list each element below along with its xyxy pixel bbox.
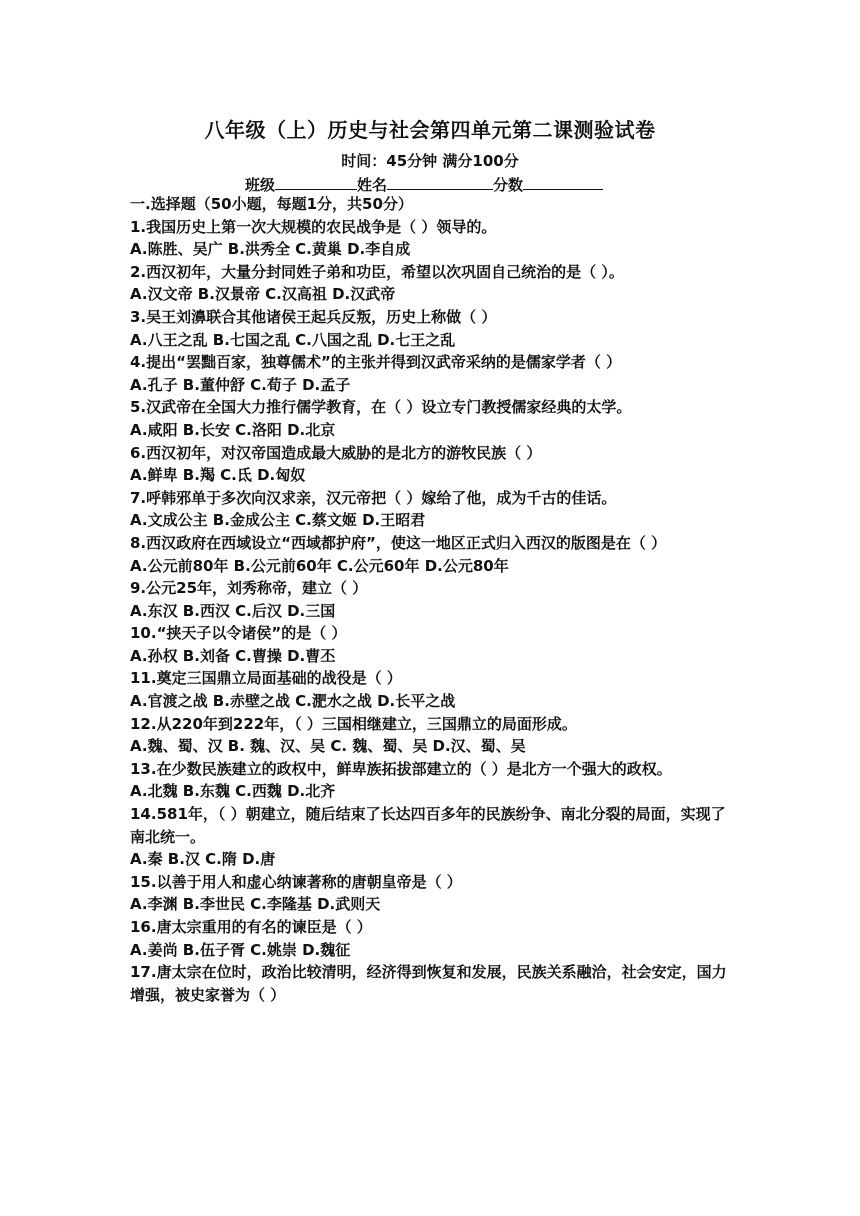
question-text: 11.奠定三国鼎立局面基础的战役是（ ）	[130, 669, 402, 688]
class-blank	[275, 173, 357, 190]
question-text: 6.西汉初年，对汉帝国造成最大威胁的是北方的游牧民族（ ）	[130, 443, 542, 462]
score-blank	[523, 173, 603, 190]
question-list	[130, 193, 735, 1006]
class-label: 班级	[245, 176, 276, 194]
question-options: A.李渊 B.李世民 C.李隆基 D.武则天	[130, 895, 381, 914]
question-text: 7.呼韩邪单于多次向汉求亲，汉元帝把（ ）嫁给了他，成为千古的佳话。	[130, 488, 617, 507]
time-info: 时间：45分钟 满分100分	[341, 152, 519, 170]
question-options: A.孙权 B.刘备 C.曹操 D.曹丕	[130, 646, 336, 665]
question-text: 3.吴王刘濞联合其他诸侯王起兵反叛，历史上称做（ ）	[130, 307, 497, 326]
question-options: A.东汉 B.西汉 C.后汉 D.三国	[130, 601, 336, 620]
question-options: A.魏、蜀、汉 B. 魏、汉、吴 C. 魏、蜀、吴 D.汉、蜀、吴	[130, 737, 526, 756]
question-options: A.八王之乱 B.七国之乱 C.八国之乱 D.七王之乱	[130, 330, 456, 349]
student-info-line	[245, 173, 603, 195]
name-blank	[387, 173, 493, 190]
question-options: A.陈胜、吴广 B.洪秀全 C.黄巢 D.李自成	[130, 240, 411, 259]
question-options: A.咸阳 B.长安 C.洛阳 D.北京	[130, 420, 336, 439]
question-text: 15.以善于用人和虚心纳谏著称的唐朝皇帝是（ ）	[130, 872, 462, 891]
question-text: 17.唐太宗在位时，政治比较清明，经济得到恢复和发展，民族关系融洽，社会安定，国力增强，被史家誉为（ ）	[130, 963, 727, 1004]
question-options: A.鲜卑 B.羯 C.氐 D.匈奴	[130, 466, 306, 485]
question-text: 9.公元25年，刘秀称帝，建立（ ）	[130, 579, 368, 598]
exam-title: 八年级（上）历史与社会第四单元第二课测验试卷	[204, 118, 656, 142]
question-text: 8.西汉政府在西域设立“西域都护府”，使这一地区正式归入西汉的版图是在（ ）	[130, 533, 667, 552]
question-text: 16.唐太宗重用的有名的谏臣是（ ）	[130, 918, 372, 936]
question-options: A.文成公主 B.金成公主 C.蔡文姬 D.王昭君	[130, 511, 426, 530]
section-header: 一.选择题（50小题，每题1分，共50分）	[130, 195, 413, 213]
question-text: 5.汉武帝在全国大力推行儒学教育，在（ ）设立专门教授儒家经典的太学。	[130, 398, 632, 417]
question-text: 1.我国历史上第一次大规模的农民战争是（ ）领导的。	[130, 217, 497, 236]
question-text: 12.从220年到222年，（ ）三国相继建立，三国鼎立的局面形成。	[130, 714, 577, 733]
question-options: A.官渡之战 B.赤壁之战 C.淝水之战 D.长平之战	[130, 692, 456, 711]
name-label: 姓名	[357, 176, 388, 194]
question-options: A.北魏 B.东魏 C.西魏 D.北齐	[130, 782, 336, 801]
question-text: 2.西汉初年，大量分封同姓子弟和功臣，希望以次巩固自己统治的是（ ）。	[130, 262, 624, 281]
question-text: 13.在少数民族建立的政权中，鲜卑族拓拔部建立的（ ）是北方一个强大的政权。	[130, 759, 672, 778]
question-options: A.孔子 B.董仲舒 C.荀子 D.孟子	[130, 375, 351, 394]
score-label: 分数	[493, 176, 524, 194]
question-text: 10.“挟天子以令诸侯”的是（ ）	[130, 624, 347, 643]
question-options: A.姜尚 B.伍子胥 C.姚崇 D.魏征	[130, 940, 351, 959]
question-text: 14.581年，（ ）朝建立，随后结束了长达四百多年的民族纷争、南北分裂的局面，实现了南北统一。	[130, 805, 726, 846]
question-options: A.公元前80年 B.公元前60年 C.公元60年 D.公元80年	[130, 556, 509, 575]
question-options: A.汉文帝 B.汉景帝 C.汉高祖 D.汉武帝	[130, 285, 396, 304]
question-options: A.秦 B.汉 C.隋 D.唐	[130, 850, 276, 869]
question-text: 4.提出“罢黜百家，独尊儒术”的主张并得到汉武帝采纳的是儒家学者（ ）	[130, 353, 622, 372]
